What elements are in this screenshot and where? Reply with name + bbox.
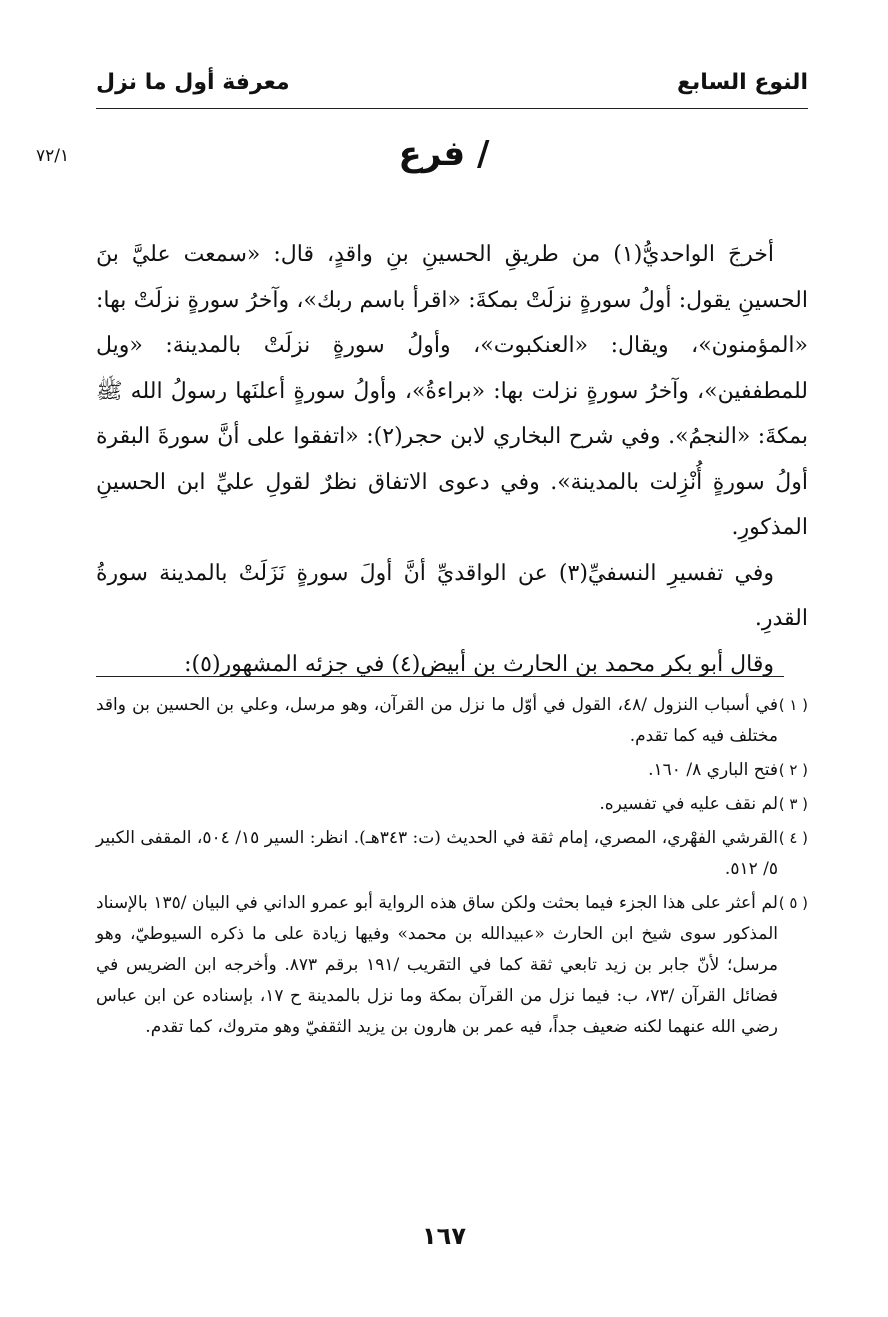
footnote-5 bbox=[96, 888, 808, 1043]
footnotes bbox=[96, 690, 808, 1046]
footnote-number: ( ٤ ) bbox=[778, 829, 808, 847]
footnote-3 bbox=[96, 789, 808, 820]
chapter-title: النوع السابع bbox=[676, 70, 808, 95]
paragraph-1: أخرجَ الواحديُّ(١) من طريقِ الحسينِ بنِ واقدٍ، قال: «سمعت عليَّ بنَ الحسينِ يقول: أولُ سورةٍ نزلَتْ بمكةَ: «اقرأ باسم ربك»، وآخرُ سورةٍ نزلَتْ بها: «المؤمنون»، ويقال: «العنكبوت»، وأولُ سورةٍ نزلَتْ بالمدينة: «ويل للمطففين»، وآخرُ سورةٍ نزلت بها: «براءةُ»، وأولُ سورةٍ أعلنَها رسولُ الله ﷺ بمكةَ: «النجمُ». وفي شرح البخاري لابن حجر(٢): «اتفقوا على أنَّ سورةَ البقرة أولُ سورةٍ أُنْزِلت بالمدينة». وفي دعوى الاتفاق نظرٌ لقولِ عليِّ ابن الحسينِ المذكورِ. bbox=[96, 242, 808, 540]
footnote-text: في أسباب النزول /٤٨، القول في أوّل ما نزل من القرآن، وهو مرسل، وعلي بن الحسين بن واقد مختلف فيه كما تقدم. bbox=[96, 695, 778, 746]
footnote-text: فتح الباري ٨/ ١٦٠. bbox=[648, 760, 778, 780]
paragraph-3: وقال أبو بكر محمد بن الحارث بن أبيض(٤) في جزئه المشهور(٥): bbox=[184, 651, 774, 677]
footnotes-divider bbox=[96, 676, 784, 677]
footnote-text: لم نقف عليه في تفسيره. bbox=[599, 794, 778, 814]
footnote-4 bbox=[96, 823, 808, 885]
header-divider bbox=[96, 108, 808, 109]
footnote-number: ( ٢ ) bbox=[778, 761, 808, 779]
page-number: ١٦٧ bbox=[422, 1222, 466, 1250]
footnote-1 bbox=[96, 690, 808, 752]
footnote-2 bbox=[96, 755, 808, 786]
main-text bbox=[96, 232, 808, 687]
footnote-number: ( ٣ ) bbox=[778, 795, 808, 813]
running-header bbox=[96, 62, 808, 106]
paragraph-2: وفي تفسيرِ النسفيِّ(٣) عن الواقديِّ أنَّ أولَ سورةٍ نَزَلَتْ بالمدينة سورةُ القدرِ. bbox=[96, 560, 808, 631]
footnote-number: ( ٥ ) bbox=[778, 894, 808, 912]
section-heading: / فرع bbox=[398, 134, 490, 174]
footnote-text: القرشي الفهْري، المصري، إمام ثقة في الحديث (ت: ٣٤٣هـ). انظر: السير ١٥/ ٥٠٤، المقفى الكبير ٥/ ٥١٢. bbox=[96, 828, 779, 879]
footnote-text: لم أعثر على هذا الجزء فيما بحثت ولكن ساق هذه الرواية أبو عمرو الداني في البيان /١٣٥ بالإسناد المذكور سوى شيخ ابن الحارث «عبيدالله بن محمد» وفيها زيادة على ما ذكره السيوطيّ، وهو مرسل؛ لأنّ جابر بن زيد تابعي ثقة كما في التقريب /١٩١ برقم ٨٧٣. وأخرجه ابن الضريس في فضائل القرآن /٧٣، ب: فيما نزل من القرآن بمكة وما نزل بالمدينة ح ١٧، بإسناده عن ابن عباس رضي الله عنهما لكنه ضعيف جداً، فيه عمر بن هارون بن يزيد الثقفيّ وهو متروك، كما تقدم. bbox=[96, 893, 778, 1037]
manuscript-folio-reference: ٧٢/١ bbox=[36, 146, 70, 166]
footnote-number: ( ١ ) bbox=[778, 696, 808, 714]
topic-title: معرفة أول ما نزل bbox=[96, 70, 290, 95]
